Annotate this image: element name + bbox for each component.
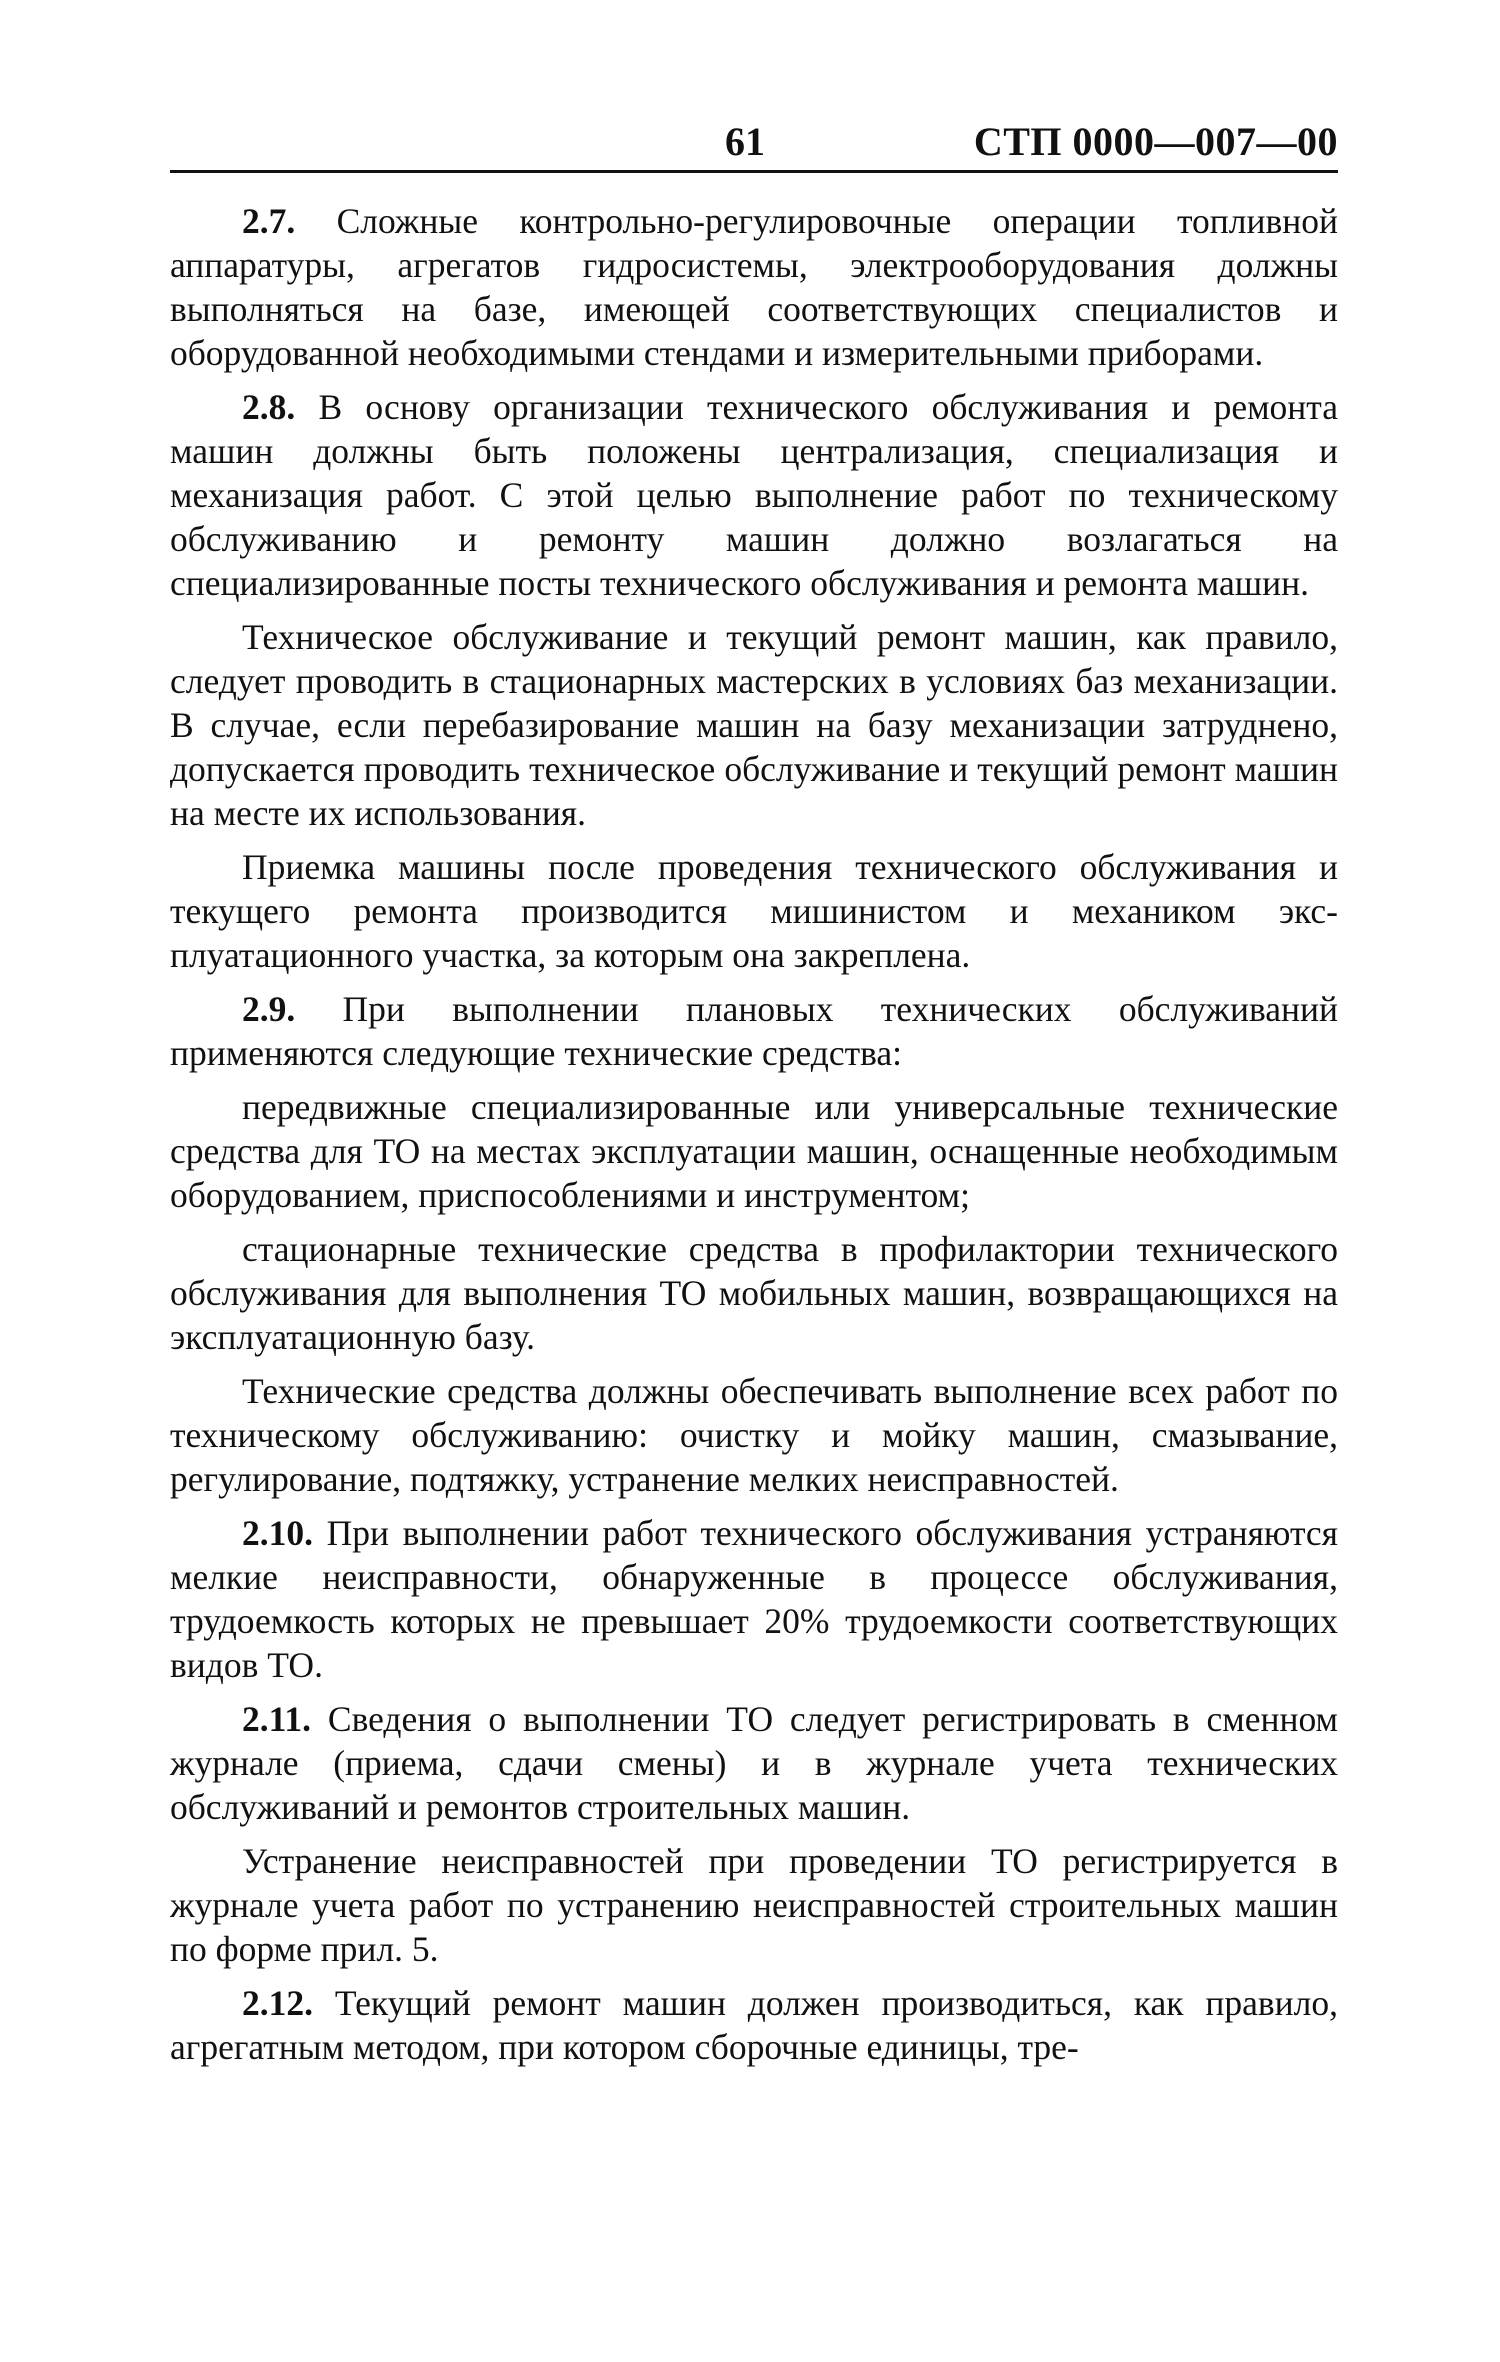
paragraph-text: В основу организации технического обслуживания и ремонта машин должны быть положены централизация, специализация и механизация работ. С этой целью выполнение работ по техническому обслуживанию и ремонту машин должно возлагаться на специализированные посты технического обслуживания и ремонта машин.: [170, 387, 1338, 603]
paragraph: [170, 845, 1338, 977]
paragraph-text: Техническое обслуживание и текущий ремонт машин, как правило, следует проводить в стационарных мастерских в условиях баз механизации. В случае, если перебазирование машин на базу механизации затруднено, допускается проводить техническое обслуживание и текущий ремонт машин на месте их использования.: [170, 617, 1338, 833]
page-header: [170, 110, 1338, 173]
clause-number: 2.11.: [242, 1699, 312, 1739]
page-number: 61: [725, 119, 765, 164]
clause-number: 2.10.: [242, 1513, 313, 1553]
paragraph-text: Сложные контрольно-регулировочные операции топливной аппаратуры, агрегатов гидросистемы, электрооборудования должны выполняться на базе, имеющей соответствующих специалистов и оборудованной необходимыми стендами и измерительными приборами.: [170, 201, 1338, 373]
paragraph-2-12: [170, 1981, 1338, 2069]
paragraph-2-7: [170, 199, 1338, 375]
paragraph-text: передвижные специализированные или универсальные технические средства для ТО на местах эксплуатации машин, оснащенные необходимым оборудованием, приспособлениями и инструментом;: [170, 1087, 1338, 1215]
paragraph-text: Приемка машины после проведения технического обслуживания и текущего ремонта производится мишинистом и механиком эксплуатационного участка, за которым она закреплена.: [170, 847, 1338, 975]
paragraph: [170, 1227, 1338, 1359]
paragraph-2-11: [170, 1697, 1338, 1829]
paragraph-text: При выполнении плановых технических обслуживаний применяются следующие технические средства:: [170, 989, 1338, 1073]
paragraph-text: Технические средства должны обеспечивать выполнение всех работ по техническому обслуживанию: очистку и мойку машин, смазывание, регулирование, подтяжку, устранение мелких неисправностей.: [170, 1371, 1338, 1499]
paragraph-text: Сведения о выполнении ТО следует регистрировать в сменном журнале (приема, сдачи смены) и в журнале учета технических обслуживаний и ремонтов строительных машин.: [170, 1699, 1338, 1827]
document-code: СТП 0000—007—00: [973, 119, 1338, 164]
paragraph: [170, 1085, 1338, 1217]
clause-number: 2.9.: [242, 989, 296, 1029]
clause-number: 2.7.: [242, 201, 296, 241]
paragraph: [170, 1839, 1338, 1971]
clause-number: 2.12.: [242, 1983, 313, 2023]
clause-number: 2.8.: [242, 387, 296, 427]
paragraph-text: При выполнении работ технического обслуживания устраняются мелкие неисправности, обнаруженные в процессе обслуживания, трудоемкость которых не превышает 20% трудоемкости соответствующих видов ТО.: [170, 1513, 1338, 1685]
paragraph-2-9: [170, 987, 1338, 1075]
paragraph-2-10: [170, 1511, 1338, 1687]
paragraph: [170, 1369, 1338, 1501]
document-body: [170, 199, 1338, 2069]
paragraph-text: Устранение неисправностей при проведении ТО регистрируется в журнале учета работ по устранению неисправностей строительных машин по форме прил. 5.: [170, 1841, 1338, 1969]
paragraph-text: Текущий ремонт машин должен производиться, как правило, агрегатным методом, при котором сборочные единицы, тре-: [170, 1983, 1338, 2067]
paragraph: [170, 615, 1338, 835]
paragraph-2-8: [170, 385, 1338, 605]
paragraph-text: стационарные технические средства в профилактории технического обслуживания для выполнения ТО мобильных машин, возвращающихся на эксплуатационную базу.: [170, 1229, 1338, 1357]
document-page: [170, 110, 1338, 2310]
